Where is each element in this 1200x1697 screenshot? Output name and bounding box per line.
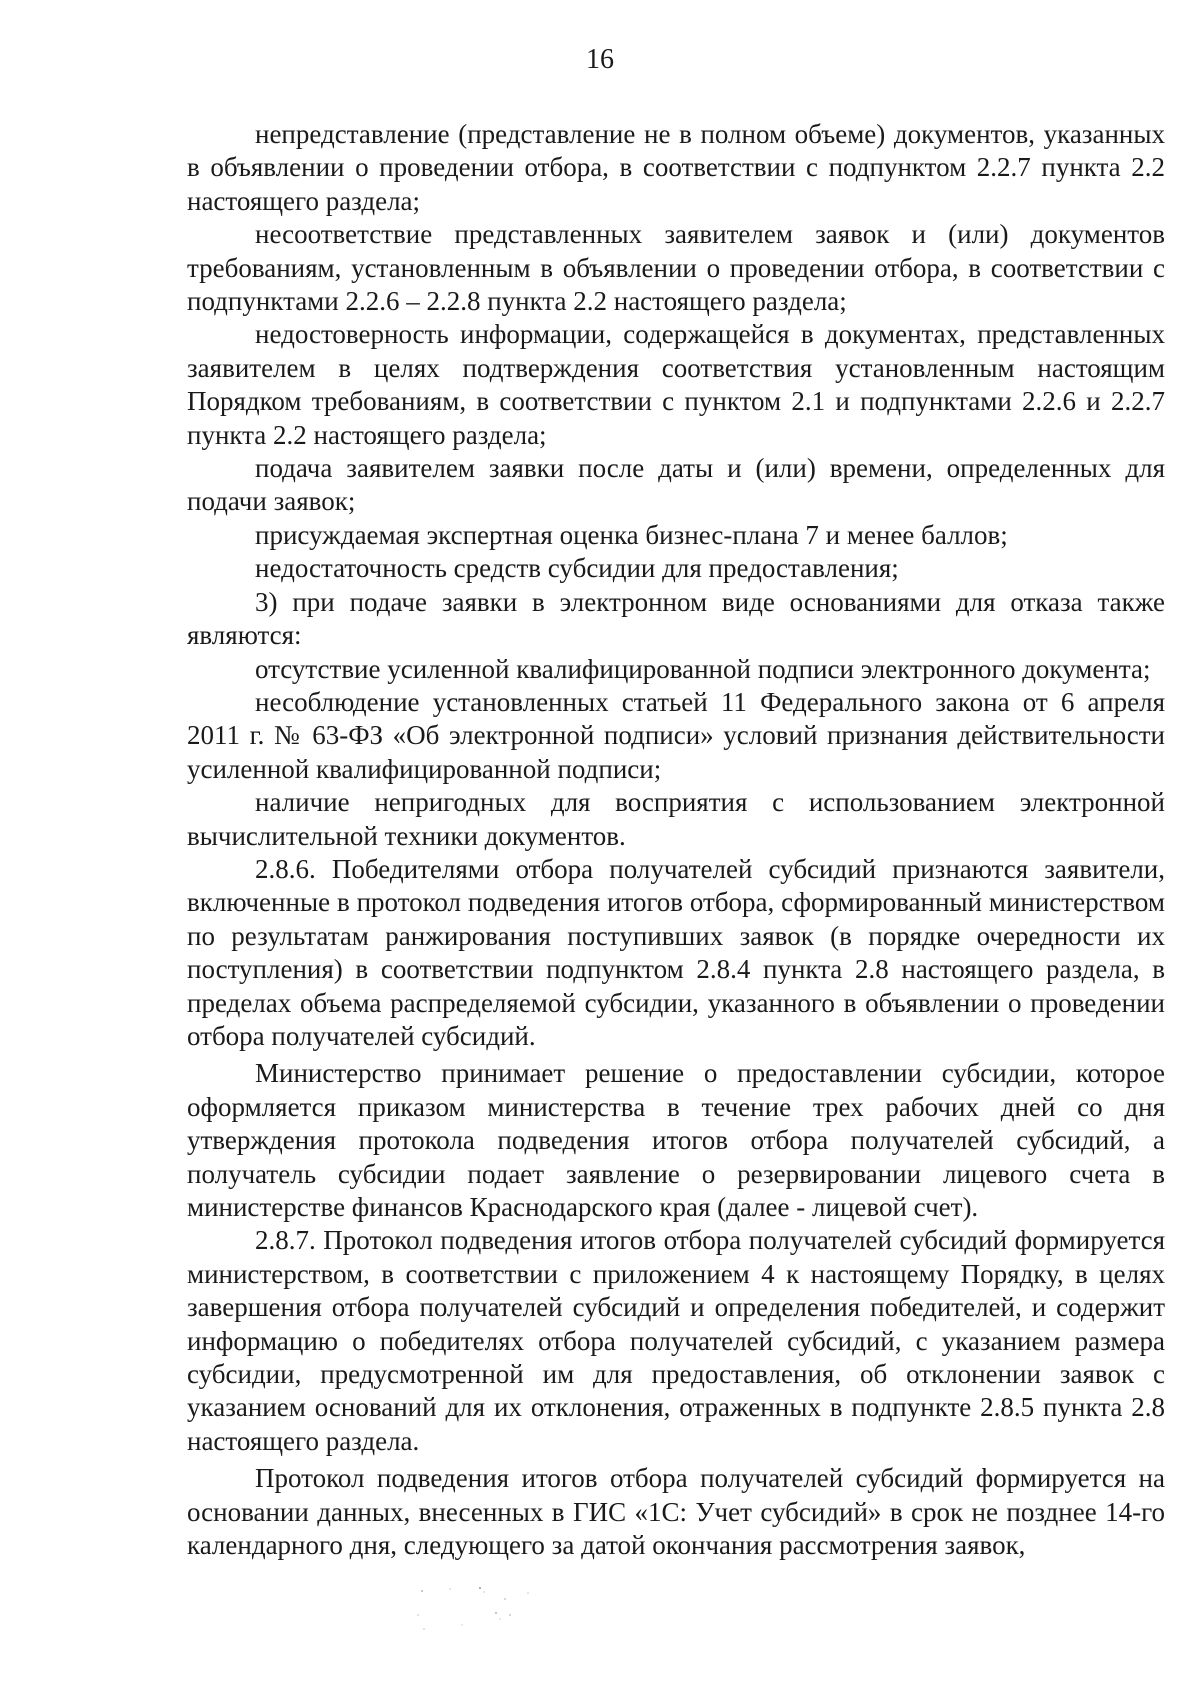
paragraph-12: Министерство принимает решение о предоставлении субсидии, которое оформляется приказом министерства в течение трех рабочих дней со дня утверждения протокола подведения итогов отбора получателей субсидий, а получатель субсидии подает заявление о резервировании лицевого счета в министерстве финансов Краснодарского края (далее - лицевой счет). (187, 1058, 1165, 1222)
paragraph-9: несоблюдение установленных статьей 11 Федерального закона от 6 апреля 2011 г. № 63-ФЗ «Об электронной подписи» условий признания действительности усиленной квалифицированной подписи; (187, 686, 1165, 784)
paragraph-11: 2.8.6. Победителями отбора получателей субсидий признаются заявители, включенные в протокол подведения итогов отбора, сформированный министерством по результатам ранжирования поступивших заявок (в порядке очередности их поступления) в соответствии подпунктом 2.8.4 пункта 2.8 настоящего раздела, в пределах объема распределяемой субсидии, указанного в объявлении о проведении отбора получателей субсидий. (187, 853, 1165, 1051)
paragraph-10: наличие непригодных для восприятия с использованием электронной вычислительной техники документов. (187, 787, 1165, 851)
paragraph-13: 2.8.7. Протокол подведения итогов отбора получателей субсидий формируется министерством, в соответствии с приложением 4 к настоящему Порядку, в целях завершения отбора получателей субсидий и определения победителей, и содержит информацию о победителях отбора получателей субсидий, с указанием размера субсидии, предусмотренной им для предоставления, об отклонении заявок с указанием оснований для их отклонения, отраженных в подпункте 2.8.5 пункта 2.8 настоящего раздела. (187, 1225, 1165, 1456)
paragraph-4: подача заявителем заявки после даты и (или) времени, определенных для подачи заявок; (187, 453, 1165, 517)
paragraph-7: 3) при подаче заявки в электронном виде основаниями для отказа также являются: (187, 586, 1165, 651)
paragraph-2: несоответствие представленных заявителем заявок и (или) документов требованиям, установленным в объявлении о проведении отбора, в соответствии с подпунктами 2.2.6 – 2.2.8 пункта 2.2 настоящего раздела; (187, 219, 1165, 317)
paragraph-3: недостоверность информации, содержащейся в документах, представленных заявителем в целях подтверждения соответствия установленным настоящим Порядком требованиям, в соответствии с пунктом 2.1 и подпунктами 2.2.6 и 2.2.7 пункта 2.2 настоящего раздела; (187, 319, 1165, 450)
paragraph-1: непредставление (представление не в полном объеме) документов, указанных в объявлении о проведении отбора, в соответствии с подпунктом 2.2.7 пункта 2.2 настоящего раздела; (187, 119, 1165, 216)
paragraph-6: недостаточность средств субсидии для предоставления; (255, 553, 899, 584)
page-number: 16 (586, 44, 614, 75)
paragraph-5: присуждаемая экспертная оценка бизнес-плана 7 и менее баллов; (255, 519, 1008, 550)
body-text (187, 118, 1165, 1562)
paragraph-8: отсутствие усиленной квалифицированной подписи электронного документа; (255, 653, 1151, 684)
scan-noise (410, 1585, 570, 1635)
paragraph-14: Протокол подведения итогов отбора получателей субсидий формируется на основании данных, внесенных в ГИС «1С: Учет субсидий» в срок не позднее 14-го календарного дня, следующего за датой окончания рассмотрения заявок, (187, 1463, 1165, 1561)
